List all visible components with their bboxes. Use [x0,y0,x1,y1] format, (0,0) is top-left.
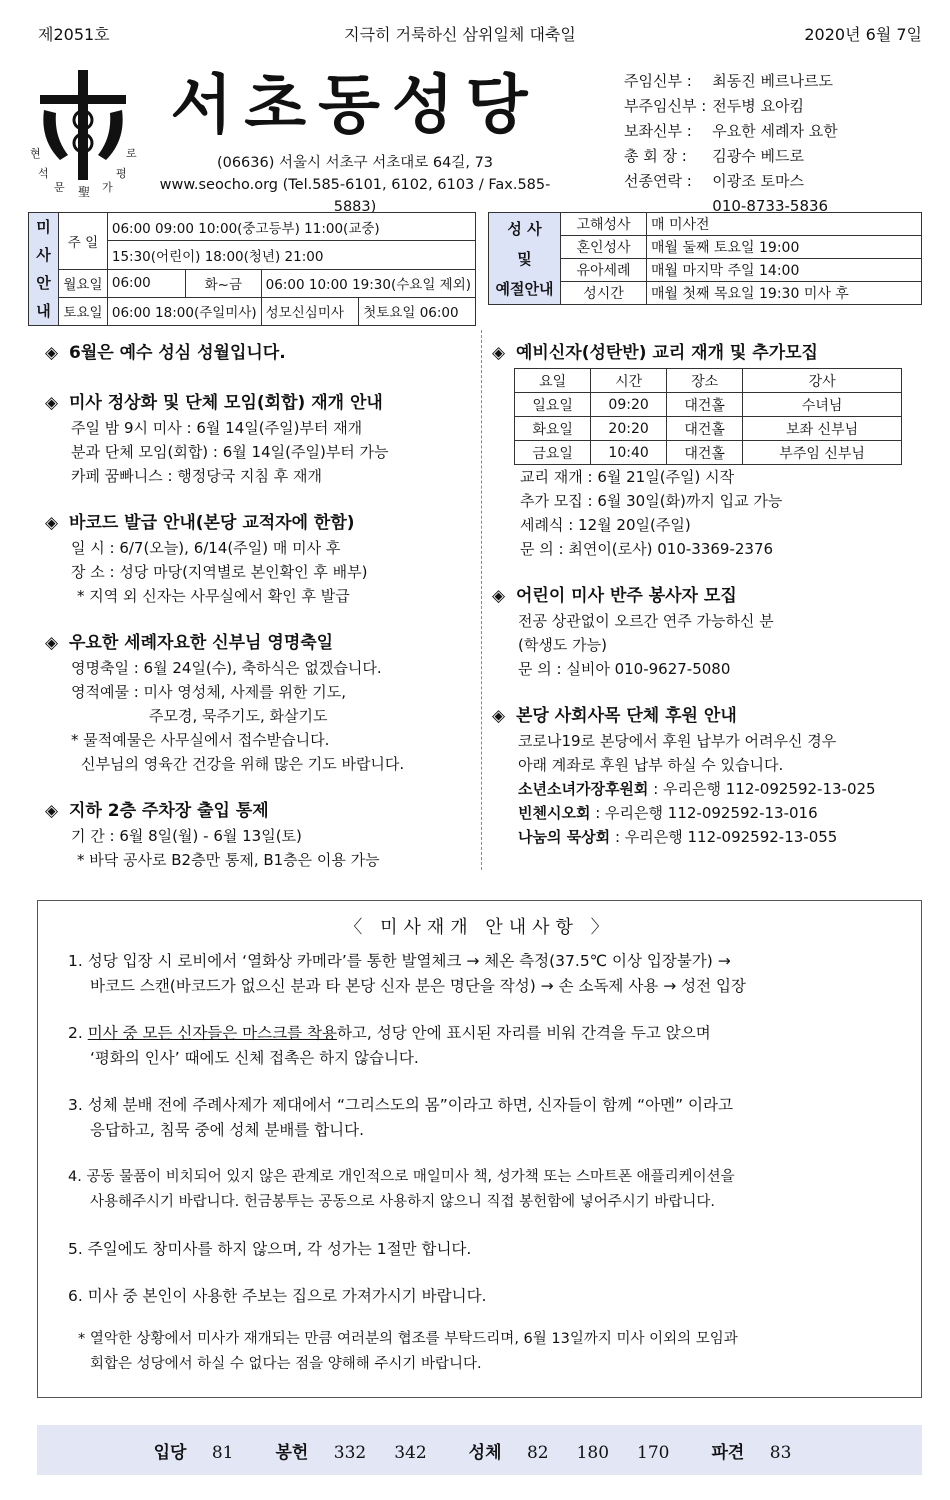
sacrament-time: 매월 첫째 목요일 19:30 미사 후 [647,282,922,305]
text-line: 장 소 : 성당 마당(지역별로 본인확인 후 배부) [71,563,368,581]
staff-row: 보좌신부 : 우요한 세례자 요한 [624,122,838,140]
mass-schedule-table [28,212,476,326]
account-line: 소년소녀가장후원회 : 우리은행 112-092592-13-025 [518,780,876,798]
stat-offering: 봉헌 332 342 [275,1442,427,1463]
section-title: ◈ 6월은 예수 성심 성월입니다. [45,340,485,366]
section-title: ◈ 본당 사회사목 단체 후원 안내 [492,703,932,729]
sacrament-time: 매월 둘째 토요일 19:00 [647,236,922,259]
address-line: (06636) 서울시 서초구 서초대로 64길, 73 [216,155,494,171]
notice-item: 6. 미사 중 본인이 사용한 주보는 집으로 가져가시기 바랍니다. [68,1287,487,1305]
weekday-time: 06:00 10:00 19:30(수요일 제외) [261,269,475,297]
attendance-stats [37,1425,922,1475]
church-name: 서초동성당 [170,69,540,143]
account-line: 나눔의 묵상회 : 우리은행 112-092592-13-055 [518,828,838,846]
text-line: * 지역 외 신자는 사무실에서 확인 후 발급 [77,587,350,605]
logo-char: 평 [116,167,127,180]
text-line: 분과 단체 모임(회합) : 6월 14일(주일)부터 가능 [71,443,389,461]
mass-notice-box [37,900,922,1398]
monday-label: 월요일 [59,269,108,297]
sunday-times-2: 15:30(어린이) 18:00(청년) 21:00 [107,241,475,269]
sacraments-table [488,212,922,305]
diamond-icon: ◈ [45,633,59,653]
mask-emphasis: 미사 중 모든 신자들은 마스크를 착용 [87,1024,337,1042]
stat-entrance: 입당 81 [153,1442,234,1463]
saturday-first: 첫토요일 06:00 [359,297,476,325]
monday-time: 06:00 [107,269,185,297]
weekday-label: 화~금 [185,269,261,297]
stat-communion: 성체 82 180 170 [468,1442,670,1463]
text-line: 영명축일 : 6월 24일(수), 축하식은 없겠습니다. [71,659,382,677]
text-line: 문 의 : 실비아 010-9627-5080 [518,660,731,678]
saturday-marian: 성모신심미사 [261,297,359,325]
logo-char: 가 [102,181,113,194]
church-address [150,152,560,218]
left-column [45,340,485,872]
logo-char: 현 [30,147,41,160]
table-row: 화요일 20:20 대건홀 보좌 신부님 [515,417,902,441]
staff-row: 총 회 장 : 김광수 베드로 [624,147,804,165]
section-title: ◈ 어린이 미사 반주 봉사자 모집 [492,583,932,609]
staff-row: 주임신부 : 최동진 베르나르도 [624,72,833,90]
text-line: (학생도 가능) [518,636,607,654]
text-line: 세례식 : 12월 20일(주일) [520,516,691,534]
issue-number: 제2051호 [38,25,110,44]
text-line: 코로나19로 본당에서 후원 납부가 어려우신 경우 [518,732,837,750]
church-logo [30,65,140,200]
right-column [492,340,932,849]
mass-label: 미사 안내 [29,213,59,326]
staff-list [622,68,840,220]
text-line: 문 의 : 최연이(로사) 010-3369-2376 [520,540,774,558]
sunday-label: 주 일 [59,213,108,270]
staff-row: 부주임신부 : 전두병 요아킴 [624,97,804,115]
bulletin-date: 2020년 6월 7일 [804,25,922,44]
diamond-icon: ◈ [45,513,59,533]
text-line: 신부님의 영육간 건강을 위해 많은 기도 바랍니다. [81,755,405,773]
text-line: 주일 밤 9시 미사 : 6월 14일(주일)부터 재개 [71,419,363,437]
logo-char: 聖 [78,185,91,199]
text-line: * 바닥 공사로 B2층만 통제, B1층은 이용 가능 [77,851,380,869]
table-header: 요일 [515,369,591,393]
sunday-times-1: 06:00 09:00 10:00(중고등부) 11:00(교중) [107,213,475,241]
text-line: 카페 꿈빠니스 : 행정당국 지침 후 재개 [71,467,323,485]
sacrament-name: 유아세례 [561,259,647,282]
sacrament-time: 매월 마지막 주일 14:00 [647,259,922,282]
notice-item: 2. 미사 중 모든 신자들은 마스크를 착용하고, 성당 안에 표시된 자리를 비워 간격을 두고 앉으며 ‘평화의 인사’ 때에도 신체 접촉은 하지 않습니다. [68,1024,711,1067]
notice-item: 5. 주일에도 창미사를 하지 않으며, 각 성가는 1절만 합니다. [68,1240,472,1258]
section-title: ◈ 바코드 발급 안내(본당 교적자에 한함) [45,510,485,536]
diamond-icon: ◈ [492,343,506,363]
sacrament-name: 고해성사 [561,213,647,236]
table-header: 시간 [591,369,667,393]
text-line: 추가 모집 : 6월 30일(화)까지 입교 가능 [520,492,783,510]
section-title: ◈ 예비신자(성탄반) 교리 재개 및 추가모집 [492,340,932,366]
notice-item: 3. 성체 분배 전에 주례사제가 제대에서 “그리스도의 몸”이라고 하면, 신자들이 함께 “아멘” 이라고 응답하고, 침묵 중에 성체 분배를 합니다. [68,1096,733,1139]
sacrament-name: 성시간 [561,282,647,305]
table-header: 장소 [667,369,743,393]
text-line: 아래 계좌로 후원 납부 하실 수 있습니다. [518,756,784,774]
section-title: ◈ 우요한 세례자요한 신부님 영명축일 [45,630,485,656]
text-line: 교리 재개 : 6월 21일(주일) 시작 [520,468,735,486]
diamond-icon: ◈ [45,801,59,821]
text-line: 영적예물 : 미사 영성체, 사제를 위한 기도, [71,683,347,701]
sacrament-time: 매 미사전 [647,213,922,236]
notice-item: 1. 성당 입장 시 로비에서 ‘열화상 카메라’를 통한 발열체크 → 체온 측정(37.5℃ 이상 입장불가) → 바코드 스캔(바코드가 없으신 분과 타 본당 신자 분은 명단을 작성) → 손 소독제 사용 → 성전 입장 [68,952,746,995]
diamond-icon: ◈ [492,586,506,606]
section-title: ◈ 지하 2층 주차장 출입 통제 [45,798,485,824]
notice-item: 4. 공동 물품이 비치되어 있지 않은 관계로 개인적으로 매일미사 책, 성가책 또는 스마트폰 애플리케이션을 사용해주시기 바랍니다. 헌금봉투는 공동으로 사용하지 않으니 직접 봉헌함에 넣어주시기 바랍니다. [68,1169,735,1210]
saturday-time: 06:00 18:00(주일미사) [107,297,261,325]
text-line: * 물적예물은 사무실에서 접수받습니다. [71,731,330,749]
staff-row: 선종연락 : 이광조 토마스 [624,172,804,190]
logo-char: 문 [54,181,65,194]
web-line: www.seocho.org (Tel.585-6101, 6102, 6103 / Fax.585-5883) [159,177,551,215]
staff-row: 010-8733-5836 [712,197,829,215]
text-line: 주모경, 묵주기도, 화살기도 [149,707,328,725]
saturday-label: 토요일 [59,297,108,325]
feast-title: 지극히 거룩하신 삼위일체 대축일 [344,25,576,44]
diamond-icon: ◈ [492,706,506,726]
table-row: 일요일 09:20 대건홀 수녀님 [515,393,902,417]
account-line: 빈첸시오회 : 우리은행 112-092592-13-016 [518,804,818,822]
text-line: 전공 상관없이 오르간 연주 가능하신 분 [518,612,774,630]
text-line: 기 간 : 6월 8일(월) - 6월 13일(토) [71,827,302,845]
section-title: ◈ 미사 정상화 및 단체 모임(회합) 재개 안내 [45,390,485,416]
diamond-icon: ◈ [45,393,59,413]
logo-char: 석 [38,167,49,180]
stat-dismissal: 파견 83 [711,1442,792,1463]
sacrament-name: 혼인성사 [561,236,647,259]
table-header: 강사 [743,369,902,393]
catechism-table [514,368,902,465]
logo-char: 로 [126,147,137,160]
notice-footnote: * 열악한 상황에서 미사가 재개되는 만큼 여러분의 협조를 부탁드리며, 6월 13일까지 미사 이외의 모임과 회합은 성당에서 하실 수 없다는 점을 양해해 주시기 바랍니다. [78,1331,738,1372]
sacraments-label: 성 사 및 예절안내 [489,213,561,305]
notice-title: 〈 미사재개 안내사항 〉 [344,917,615,938]
diamond-icon: ◈ [45,343,59,363]
text-line: 일 시 : 6/7(오늘), 6/14(주일) 매 미사 후 [71,539,341,557]
table-row: 금요일 10:40 대건홀 부주임 신부님 [515,441,902,465]
